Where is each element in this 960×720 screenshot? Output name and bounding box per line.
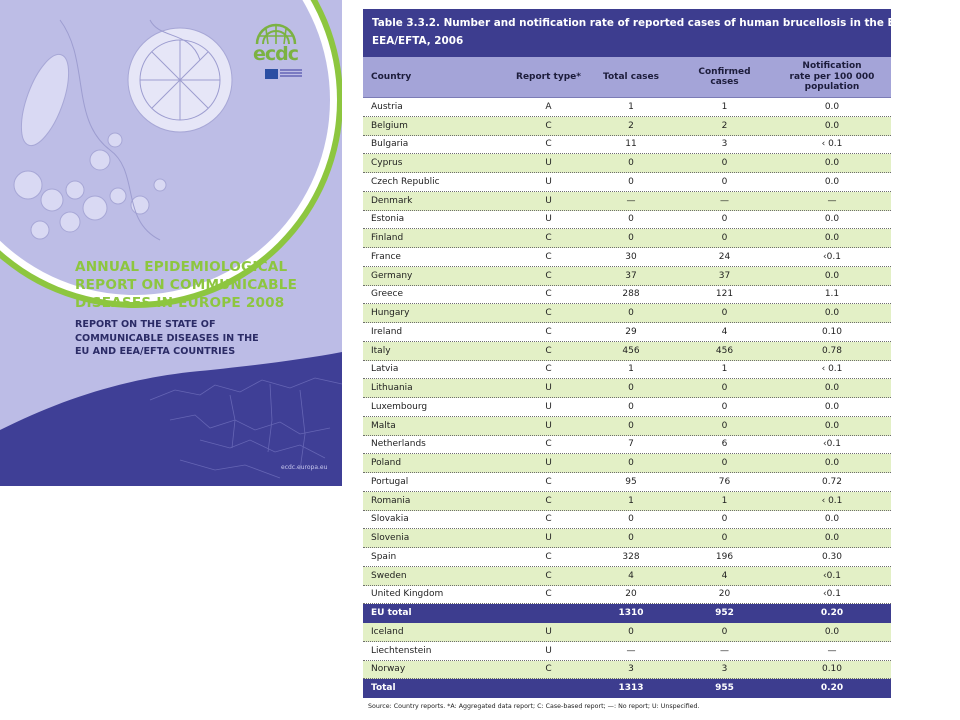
table-row — [363, 211, 891, 230]
logo-agency-line-marks — [280, 69, 302, 78]
header-notification-rate — [773, 57, 891, 97]
cell-confirmed-cases: 0 — [721, 214, 728, 225]
cell-confirmed-cases: 6 — [721, 439, 728, 450]
cell-report-type: C — [545, 439, 552, 450]
table-row — [363, 417, 891, 436]
table-row — [363, 398, 891, 417]
brucellosis-table — [363, 9, 929, 698]
cell-notification-rate: 0.0 — [824, 626, 840, 637]
report-cover — [0, 0, 342, 486]
table-row — [363, 323, 891, 342]
table-row — [363, 586, 891, 605]
table-row — [363, 304, 891, 323]
cell-report-type: U — [545, 195, 552, 206]
table-row — [363, 492, 891, 511]
cell-country: Germany — [371, 270, 413, 281]
cell-confirmed-cases: 37 — [718, 270, 731, 281]
cell-country: Estonia — [371, 214, 405, 225]
cell-country: Slovenia — [371, 533, 410, 544]
cell-country: Lithuania — [371, 383, 413, 394]
cell-notification-rate: ‹ 0.1 — [821, 139, 843, 150]
table-row — [363, 192, 891, 211]
cell-notification-rate: 0.10 — [821, 664, 843, 675]
cell-confirmed-cases: 0 — [721, 176, 728, 187]
cell-country: Romania — [371, 495, 411, 506]
header-rate-line: rate per 100 000 — [789, 71, 875, 82]
cell-confirmed-cases: 1 — [721, 101, 728, 112]
cell-country: Cyprus — [371, 158, 403, 169]
table-row — [363, 98, 891, 117]
cell-total-cases: 2 — [628, 120, 634, 131]
cell-confirmed-cases: 955 — [715, 683, 734, 694]
cell-country: United Kingdom — [371, 589, 444, 600]
cell-notification-rate: ‹ 0.1 — [821, 364, 843, 375]
cell-report-type: C — [545, 326, 552, 337]
table-title — [363, 9, 929, 57]
cell-report-type: U — [545, 214, 552, 225]
cell-confirmed-cases: 0 — [721, 233, 728, 244]
table-body — [363, 98, 891, 698]
cell-country: Slovakia — [371, 514, 409, 525]
cell-notification-rate: — — [827, 645, 837, 656]
logo-text: ecdc — [253, 43, 299, 65]
cell-notification-rate: ‹0.1 — [823, 589, 841, 600]
cell-confirmed-cases: 0 — [721, 401, 728, 412]
cell-total-cases: 30 — [625, 251, 637, 262]
table-row — [363, 154, 891, 173]
cell-confirmed-cases: 952 — [715, 608, 734, 619]
table-row — [363, 623, 891, 642]
cell-country: Belgium — [371, 120, 408, 131]
cell-country: Greece — [371, 289, 404, 300]
table-total-row — [363, 679, 891, 698]
cell-notification-rate: 0.20 — [820, 683, 844, 694]
cell-confirmed-cases: 3 — [721, 139, 728, 150]
cell-notification-rate: 0.0 — [824, 158, 840, 169]
cell-notification-rate: 0.72 — [821, 476, 843, 487]
cell-confirmed-cases: 0 — [721, 308, 728, 319]
cell-total-cases: 95 — [625, 476, 637, 487]
cell-total-cases: 0 — [628, 401, 634, 412]
table-row — [363, 286, 891, 305]
cell-total-cases: 37 — [625, 270, 637, 281]
table-row — [363, 454, 891, 473]
cover-subtitle-line: EU AND EEA/EFTA COUNTRIES — [75, 346, 236, 357]
cell-notification-rate: 0.0 — [824, 176, 840, 187]
header-confirmed-line: cases — [710, 77, 739, 87]
cell-confirmed-cases: 3 — [721, 664, 728, 675]
cell-country: Malta — [371, 420, 396, 431]
cell-confirmed-cases: 0 — [721, 383, 728, 394]
cell-country: Iceland — [371, 626, 404, 637]
cell-report-type: C — [545, 289, 552, 300]
cell-country: Italy — [371, 345, 391, 356]
table-row — [363, 642, 891, 661]
cell-total-cases: 0 — [628, 308, 634, 319]
cell-report-type: C — [545, 345, 552, 356]
cell-total-cases: 1 — [628, 495, 634, 506]
cell-total-cases: 4 — [628, 570, 634, 581]
table-row — [363, 379, 891, 398]
cell-country: Luxembourg — [371, 401, 428, 412]
cell-country: Netherlands — [371, 439, 426, 450]
cell-total-cases: 0 — [628, 458, 634, 469]
cell-confirmed-cases: 4 — [721, 326, 728, 337]
table-title-line: EEA/EFTA, 2006 — [372, 35, 464, 47]
cell-confirmed-cases: 20 — [718, 589, 731, 600]
cover-title — [75, 258, 335, 312]
cell-notification-rate: 1.1 — [824, 289, 840, 300]
cell-country: Total — [371, 683, 396, 694]
table-row — [363, 548, 891, 567]
cell-notification-rate: 0.0 — [824, 214, 840, 225]
cell-confirmed-cases: 76 — [718, 476, 731, 487]
cell-report-type: U — [545, 626, 552, 637]
cell-notification-rate: 0.0 — [824, 401, 840, 412]
cell-report-type: C — [545, 251, 552, 262]
cell-total-cases: 0 — [628, 626, 634, 637]
cell-notification-rate: 0.10 — [821, 326, 843, 337]
cell-country: Austria — [371, 101, 403, 112]
table-row — [363, 529, 891, 548]
cell-report-type: U — [545, 533, 552, 544]
cell-country: EU total — [371, 608, 412, 619]
cell-notification-rate: 0.0 — [824, 270, 840, 281]
cell-report-type: C — [545, 476, 552, 487]
cover-subtitle-line: COMMUNICABLE DISEASES IN THE — [75, 332, 259, 344]
cell-notification-rate: 0.78 — [821, 345, 843, 356]
cover-url: ecdc.europa.eu — [281, 464, 328, 471]
cell-notification-rate: 0.30 — [821, 551, 843, 562]
cell-confirmed-cases: 0 — [721, 420, 728, 431]
cell-confirmed-cases: 0 — [721, 158, 728, 169]
eu-flag-icon — [265, 69, 278, 79]
cell-total-cases: 0 — [628, 514, 634, 525]
cell-confirmed-cases: 456 — [715, 345, 734, 356]
cell-country: Czech Republic — [371, 176, 440, 187]
table-row — [363, 173, 891, 192]
cell-notification-rate: — — [827, 195, 837, 206]
cell-total-cases: 0 — [628, 533, 634, 544]
cell-report-type: U — [545, 458, 552, 469]
cell-confirmed-cases: 1 — [721, 495, 728, 506]
header-confirmed-line: Confirmed — [698, 66, 751, 77]
cell-report-type: C — [545, 589, 552, 600]
cell-report-type: C — [545, 139, 552, 150]
table-row — [363, 117, 891, 136]
cell-total-cases: 3 — [628, 664, 634, 675]
cell-notification-rate: 0.0 — [824, 233, 840, 244]
cell-total-cases: 0 — [628, 420, 634, 431]
cell-confirmed-cases: 1 — [721, 364, 728, 375]
cell-country: France — [371, 251, 401, 262]
cell-report-type: C — [545, 570, 552, 581]
cell-total-cases: 0 — [628, 233, 634, 244]
cell-country: Ireland — [371, 326, 403, 337]
cell-total-cases: 0 — [628, 214, 634, 225]
cell-total-cases: 288 — [622, 289, 640, 300]
cell-report-type: U — [545, 645, 552, 656]
cell-total-cases: 7 — [628, 439, 634, 450]
header-rate-line: population — [804, 82, 860, 93]
header-confirmed-cases — [676, 57, 773, 97]
cell-total-cases: 1310 — [618, 608, 644, 619]
cell-total-cases: 456 — [622, 345, 640, 356]
cell-report-type: C — [545, 364, 552, 375]
header-total-cases: Total cases — [603, 71, 659, 82]
cell-confirmed-cases: 0 — [721, 533, 728, 544]
cell-total-cases: — — [626, 645, 636, 656]
cell-notification-rate: 0.0 — [824, 101, 840, 112]
cell-notification-rate: 0.0 — [824, 308, 840, 319]
cell-report-type: U — [545, 420, 552, 431]
table-row — [363, 136, 891, 155]
cell-total-cases: 328 — [622, 551, 640, 562]
cell-notification-rate: 0.0 — [824, 458, 840, 469]
cell-report-type: C — [545, 120, 552, 131]
cell-total-cases: 0 — [628, 158, 634, 169]
cell-report-type: C — [545, 551, 552, 562]
cover-subtitle — [75, 318, 335, 359]
cell-country: Bulgaria — [371, 139, 409, 150]
cell-total-cases: 20 — [625, 589, 637, 600]
cell-report-type: U — [545, 383, 552, 394]
cell-notification-rate: 0.0 — [824, 120, 840, 131]
header-country: Country — [371, 71, 412, 82]
table-row — [363, 436, 891, 455]
cell-country: Sweden — [371, 570, 407, 581]
cover-title-line: REPORT ON COMMUNICABLE — [75, 277, 298, 293]
cell-confirmed-cases: 121 — [715, 289, 734, 300]
table-row — [363, 342, 891, 361]
cell-notification-rate: ‹0.1 — [823, 570, 841, 581]
cell-confirmed-cases: 0 — [721, 626, 728, 637]
cell-report-type: A — [545, 101, 552, 112]
cell-report-type: C — [545, 308, 552, 319]
table-row — [363, 511, 891, 530]
cell-notification-rate: ‹ 0.1 — [821, 495, 843, 506]
cover-subtitle-line: REPORT ON THE STATE OF — [75, 319, 216, 330]
cell-country: Finland — [371, 233, 404, 244]
table-total-row — [363, 604, 891, 623]
globe-icon — [251, 19, 301, 45]
header-report-type: Report type* — [516, 71, 581, 82]
cell-notification-rate: ‹0.1 — [823, 439, 841, 450]
cell-country: Spain — [371, 551, 397, 562]
cell-notification-rate: 0.0 — [824, 383, 840, 394]
cell-total-cases: 0 — [628, 176, 634, 187]
cell-country: Norway — [371, 664, 406, 675]
cell-report-type: C — [545, 495, 552, 506]
cell-report-type: U — [545, 401, 552, 412]
table-row — [363, 661, 891, 680]
table-row — [363, 248, 891, 267]
cell-notification-rate: 0.0 — [824, 514, 840, 525]
cell-country: Denmark — [371, 195, 413, 206]
cell-total-cases: 11 — [625, 139, 637, 150]
cell-total-cases: 0 — [628, 383, 634, 394]
cell-notification-rate: 0.0 — [824, 533, 840, 544]
cell-total-cases: 29 — [625, 326, 637, 337]
cell-report-type: U — [545, 158, 552, 169]
cell-country: Latvia — [371, 364, 399, 375]
cell-report-type: U — [545, 176, 552, 187]
cell-country: Hungary — [371, 308, 410, 319]
table-row — [363, 267, 891, 286]
table-header-row — [363, 57, 891, 98]
table-row — [363, 473, 891, 492]
cell-confirmed-cases: 24 — [718, 251, 731, 262]
cell-report-type: C — [545, 664, 552, 675]
cell-confirmed-cases: 0 — [721, 458, 728, 469]
cell-country: Poland — [371, 458, 402, 469]
cell-country: Portugal — [371, 476, 409, 487]
cell-total-cases: 1313 — [618, 683, 644, 694]
cell-confirmed-cases: 0 — [721, 514, 728, 525]
table-row — [363, 361, 891, 380]
header-rate-line: Notification — [802, 61, 862, 72]
cover-title-line: DISEASES IN EUROPE 2008 — [75, 295, 285, 311]
cell-confirmed-cases: 2 — [721, 120, 728, 131]
table-row — [363, 229, 891, 248]
cell-report-type: C — [545, 233, 552, 244]
table-source-note: Source: Country reports. *A: Aggregated data report; C: Case-based report; —: No report; U: Unspecified. — [368, 703, 700, 710]
cell-confirmed-cases: — — [720, 645, 729, 656]
cell-report-type: C — [545, 514, 552, 525]
cell-total-cases: 1 — [628, 101, 634, 112]
cell-notification-rate: 0.20 — [820, 608, 844, 619]
table-row — [363, 567, 891, 586]
cell-country: Liechtenstein — [371, 645, 432, 656]
cell-notification-rate: 0.0 — [824, 420, 840, 431]
cell-confirmed-cases: — — [720, 195, 729, 206]
cell-confirmed-cases: 196 — [715, 551, 734, 562]
cell-confirmed-cases: 4 — [721, 570, 728, 581]
cell-total-cases: 1 — [628, 364, 634, 375]
ecdc-logo — [251, 19, 301, 85]
cell-report-type: C — [545, 270, 552, 281]
table-title-line: Table 3.3.2. Number and notification rate of reported cases of human brucellosis in the EU and — [372, 17, 929, 29]
cover-title-line: ANNUAL EPIDEMIOLOGICAL — [75, 259, 288, 275]
cell-total-cases: — — [626, 195, 636, 206]
cell-notification-rate: ‹0.1 — [823, 251, 841, 262]
